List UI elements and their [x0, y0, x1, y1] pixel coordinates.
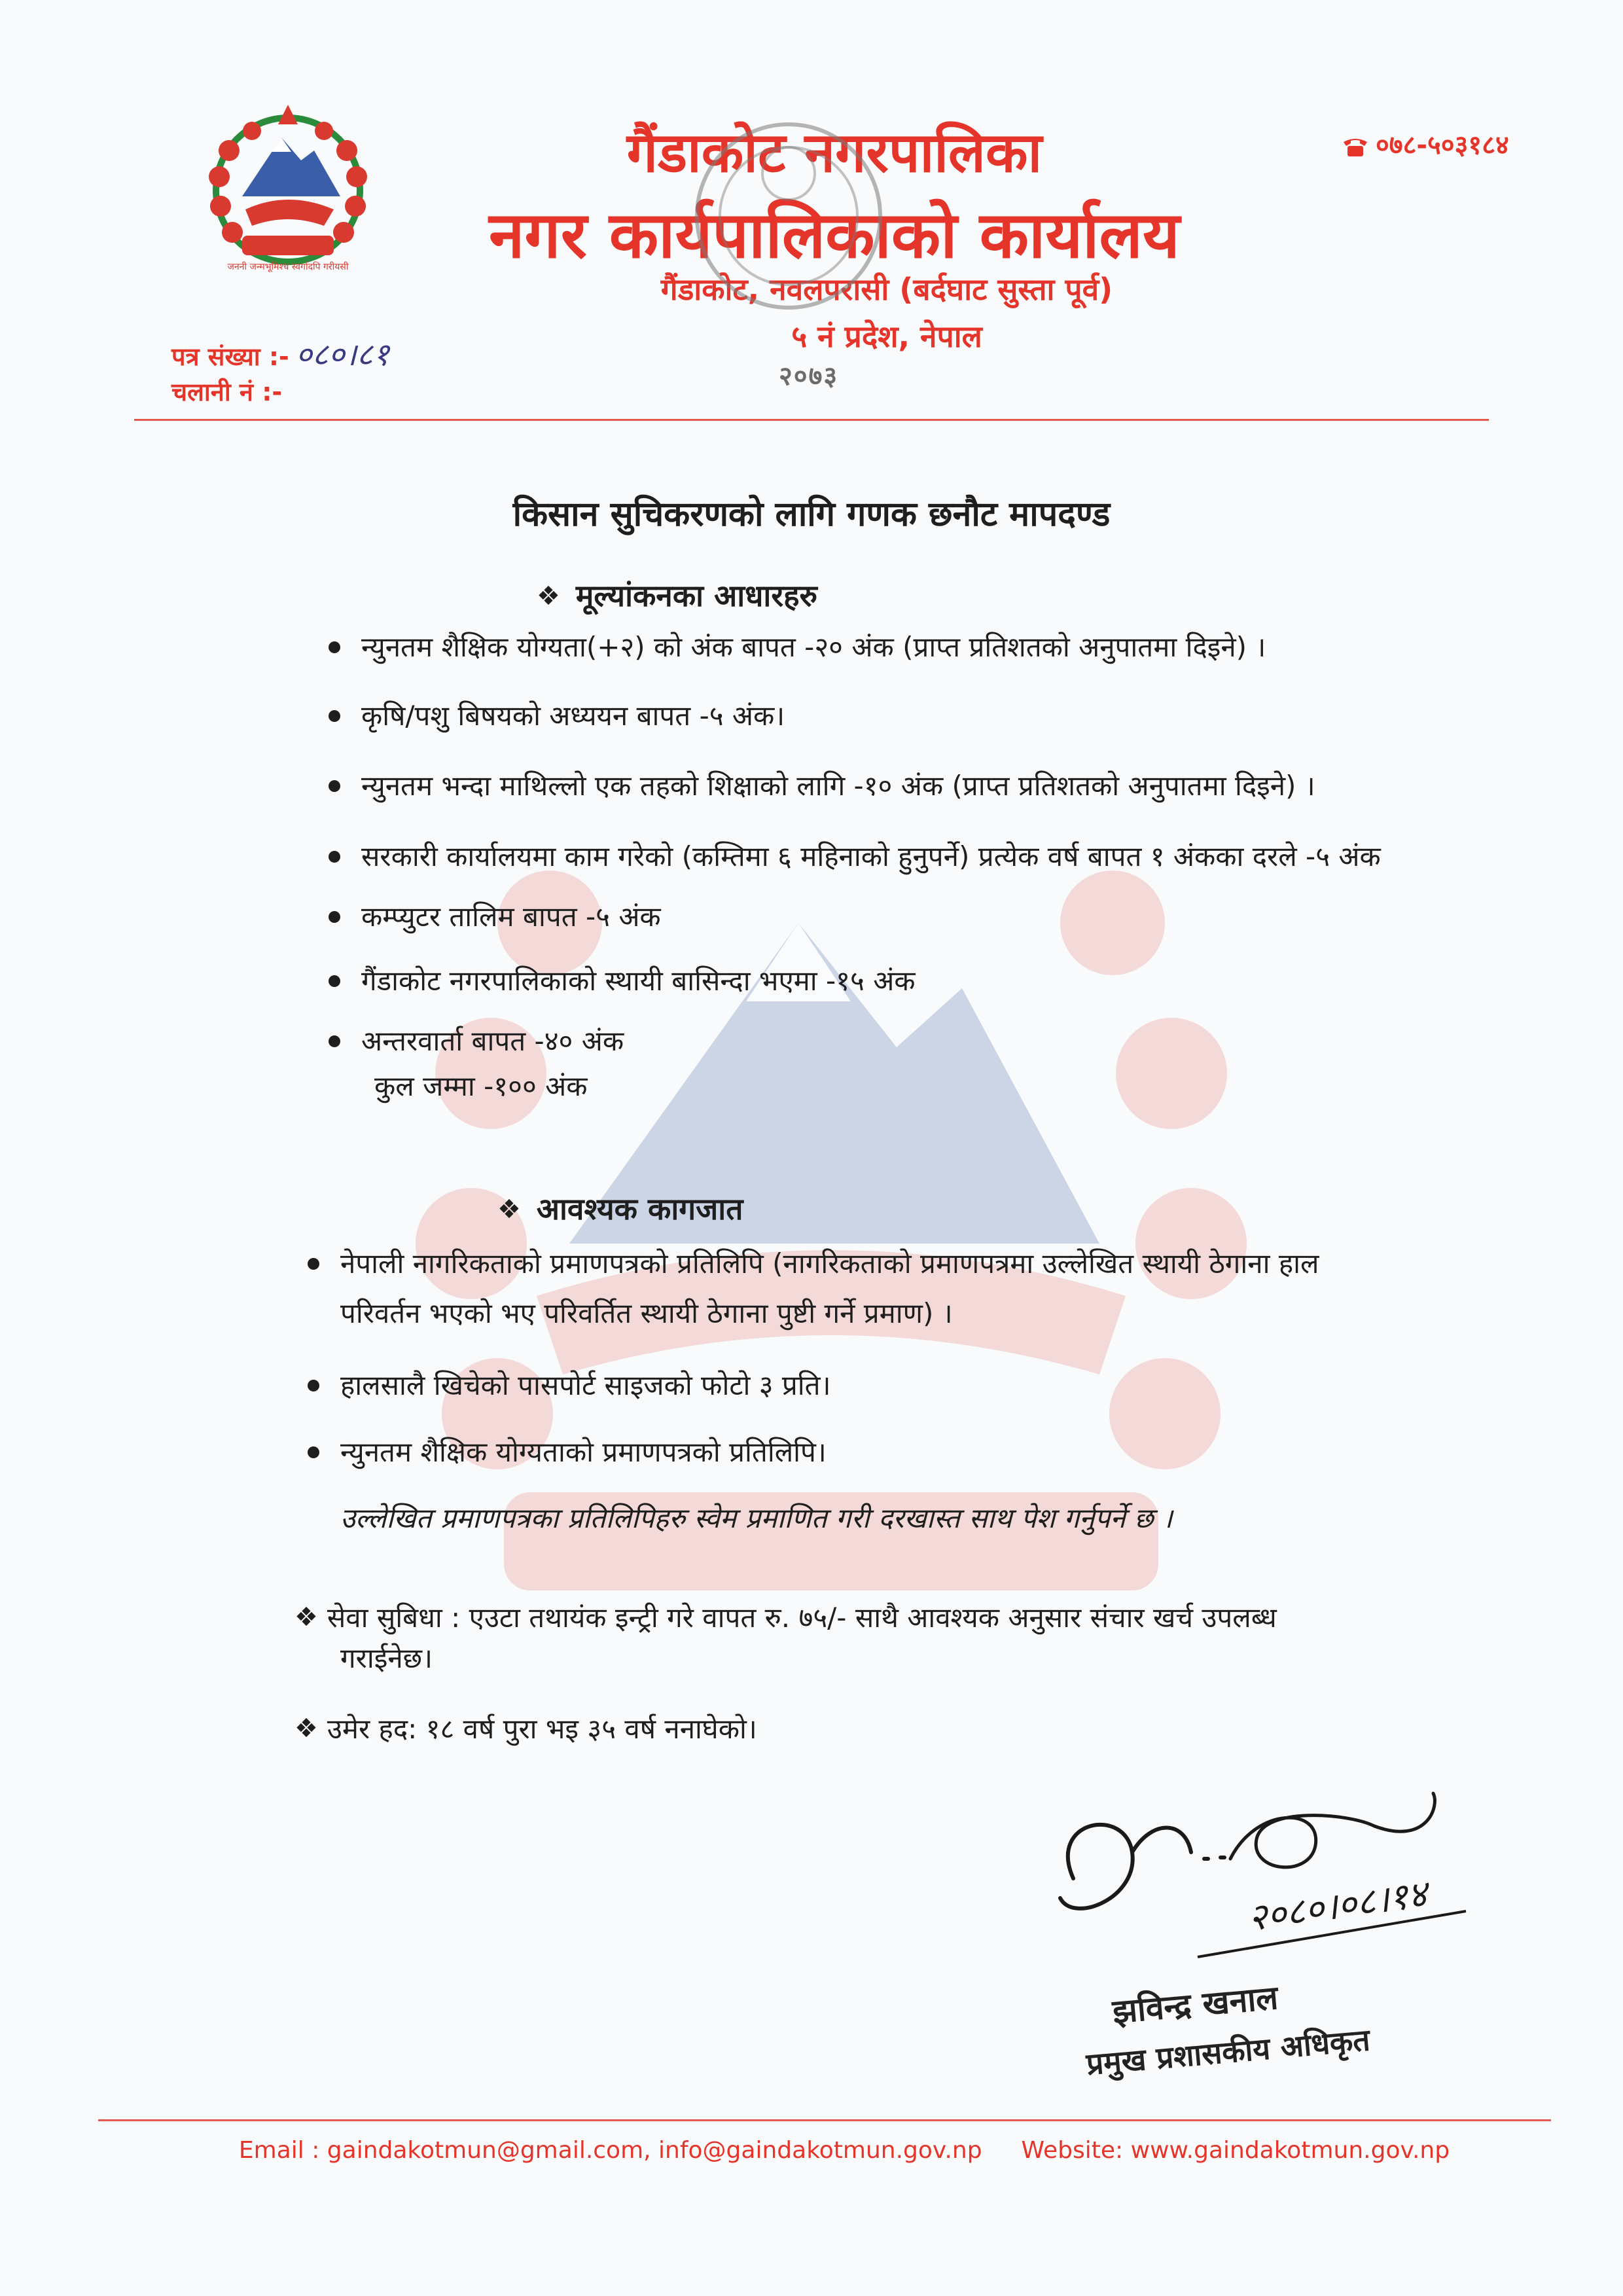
list-item: हालसालै खिचेको पासपोर्ट साइजको फोटो ३ प्रति।: [340, 1367, 831, 1405]
list-item: न्युनतम भन्दा माथिल्लो एक तहको शिक्षाको लागि -१० अंक (प्राप्त प्रतिशतको अनुपातमा दिइने) ।: [361, 767, 1315, 805]
bullet-icon: [329, 1035, 340, 1047]
diamond-bullet-icon: ❖: [497, 1194, 521, 1225]
bullet-icon: [329, 710, 340, 722]
handwritten-signature: [1034, 1780, 1479, 1990]
list-item: न्युनतम शैक्षिक योग्यता(+२) को अंक बापत -२० अंक (प्राप्त प्रतिशतको अनुपातमा दिइने) ।: [361, 628, 1266, 666]
bullet-icon: [308, 1446, 319, 1458]
letter-number: [171, 332, 389, 375]
emblem-motto: जननी जन्मभूमिश्च स्वर्गादपि गरीयसी: [227, 262, 349, 272]
bullet-icon: [329, 851, 340, 863]
total-marks: कुल जम्मा -१०० अंक: [374, 1070, 588, 1102]
diamond-bullet-icon: ❖: [294, 1602, 318, 1632]
bullet-icon: [329, 780, 340, 792]
bullet-icon: [329, 641, 340, 653]
signatory-name: झविन्द्र खनाल: [1111, 1979, 1280, 2031]
office-seal-stamp: [684, 111, 893, 321]
phone-number: [1342, 126, 1509, 162]
list-item-continuation: परिवर्तन भएको भए परिवर्तित स्थायी ठेगाना पुष्टी गर्ने प्रमाण) ।: [340, 1297, 953, 1329]
list-item: सरकारी कार्यालयमा काम गरेको (कम्तिमा ६ महिनाको हुनुपर्ने) प्रत्येक वर्ष बापत १ अंकका दरले -५ अंक: [361, 838, 1381, 876]
diamond-bullet-icon: ❖: [537, 581, 560, 611]
municipality-name: गैंडाकोट नगरपालिका: [626, 120, 1043, 185]
age-limit: ❖ उमेर हद: १८ वर्ष पुरा भइ ३५ वर्ष ननाघेको।: [294, 1708, 757, 1749]
office-name: नगर कार्यपालिकाको कार्यालय: [489, 198, 1180, 273]
header-divider: [134, 419, 1489, 421]
office-address: गैंडाकोट, नवलपरासी (बर्दघाट सुस्ता पूर्व): [660, 272, 1113, 307]
phone-number-text: ०७८-५०३१८४: [1376, 130, 1509, 160]
footer-website: Website: www.gaindakotmun.gov.np: [1021, 2137, 1450, 2164]
list-item: कृषि/पशु बिषयको अध्ययन बापत -५ अंक।: [361, 697, 785, 735]
bullet-icon: [329, 975, 340, 987]
document-title: किसान सुचिकरणको लागि गणक छनौट मापदण्ड: [512, 495, 1111, 534]
footer-email: Email : gaindakotmun@gmail.com, info@gaindakotmun.gov.np: [238, 2137, 982, 2164]
bullet-icon: [308, 1258, 319, 1270]
diamond-bullet-icon: ❖: [294, 1713, 318, 1744]
list-item: अन्तरवार्ता बापत -४० अंक: [361, 1022, 624, 1060]
list-item: कम्प्युटर तालिम बापत -५ अंक: [361, 898, 661, 936]
list-item: गैंडाकोट नगरपालिकाको स्थायी बासिन्दा भएमा -१५ अंक: [361, 962, 916, 1000]
section-heading-evaluation-text: मूल्यांकनका आधारहरु: [575, 578, 818, 613]
footer-divider: [98, 2119, 1551, 2121]
attestation-note: उल्लेखित प्रमाणपत्रका प्रतिलिपिहरु स्वेम प्रमाणित गरी दरखास्त साथ पेश गर्नुपर्ने छ ।: [340, 1502, 1173, 1534]
list-item: नेपाली नागरिकताको प्रमाणपत्रको प्रतिलिपि (नागरिकताको प्रमाणपत्रमा उल्लेखित स्थायी ठेगाना हाल: [340, 1245, 1319, 1283]
letter-number-value: ०८०।८१: [295, 336, 389, 373]
office-province: ५ नं प्रदेश, नेपाल: [791, 319, 982, 354]
seal-date: २०७३: [779, 361, 839, 391]
section-heading-evaluation: [537, 575, 817, 615]
letter-number-label: पत्र संख्या :-: [171, 342, 289, 371]
signatory-designation: प्रमुख प्रशासकीय अधिकृत: [1084, 2022, 1372, 2082]
dispatch-number-label: चलानी नं :-: [171, 378, 283, 406]
telephone-icon: [1342, 135, 1369, 158]
bullet-icon: [329, 911, 340, 923]
list-item: न्युनतम शैक्षिक योग्यताको प्रमाणपत्रको प्रतिलिपि।: [340, 1433, 827, 1471]
section-heading-documents: [497, 1188, 743, 1229]
section-heading-documents-text: आवश्यक कागजात: [536, 1191, 743, 1227]
service-facility: ❖ सेवा सुबिधा : एउटा तथायंक इन्ट्री गरे वापत रु. ७५/- साथै आवश्यक अनुसार संचार खर्च उपलब्ध गराईनेछ।: [294, 1597, 1407, 1679]
signature-date: २०८०।०८।१४: [1245, 1873, 1430, 1940]
footer-contact: [0, 2137, 1623, 2164]
bullet-icon: [308, 1380, 319, 1391]
